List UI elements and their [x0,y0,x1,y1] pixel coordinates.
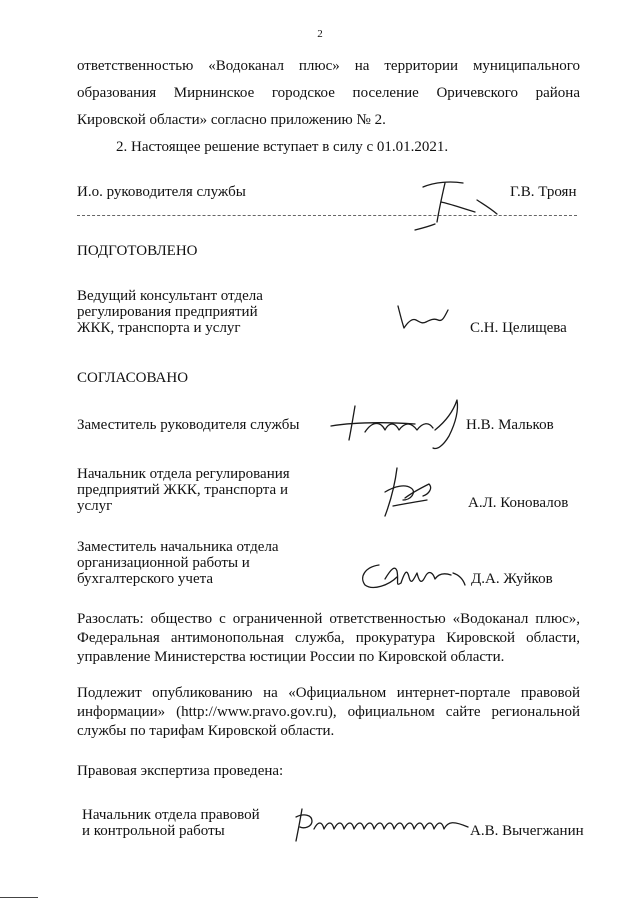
signer-position-line: Начальник отдела регулирования [77,466,290,482]
prepared-position-line: Ведущий консультант отдела [77,288,263,304]
signer-signature [355,555,470,595]
signer-position-line: предприятий ЖКК, транспорта и [77,482,288,498]
prepared-position-line: регулирования предприятий [77,304,258,320]
signer-position-line: Заместитель руководителя службы [77,417,300,433]
signer-name: Д.А. Жуйков [471,571,553,587]
head-name: Г.В. Троян [510,184,577,200]
legal-statement: Правовая экспертиза проведена: [77,763,284,779]
head-signature [395,172,505,242]
publication-line: службы по тарифам Кировской области. [77,723,335,739]
distribution-line: Разослать: общество с ограниченной ответственностью «Водоканал плюс», [77,611,580,627]
prepared-signature [392,300,452,336]
signer-signature [325,392,475,452]
signer-position-line: услуг [77,498,113,514]
legal-position-line: Начальник отдела правовой [82,807,260,823]
prepared-heading: ПОДГОТОВЛЕНО [77,243,198,259]
page-number: 2 [317,28,323,40]
distribution-line: Федеральная антимонопольная служба, прокуратура Кировской области, [77,630,580,646]
publication-line: Подлежит опубликованию на «Официальном интернет-портале правовой [77,685,580,701]
publication-line: информации» (http://www.pravo.gov.ru), официальном сайте региональной [77,704,580,720]
signer-name: Н.В. Мальков [466,417,554,433]
signer-position-line: бухгалтерского учета [77,571,214,587]
paragraph-line: ответственностью «Водоканал плюс» на территории муниципального [77,58,580,74]
signer-name: А.Л. Коновалов [468,495,569,511]
prepared-name: С.Н. Целищева [470,320,567,336]
agreed-heading: СОГЛАСОВАНО [77,370,189,386]
signer-position-line: организационной работы и [77,555,250,571]
signer-position-line: Заместитель начальника отдела [77,539,279,555]
legal-position-line: и контрольной работы [82,823,225,839]
distribution-line: управление Министерства юстиции России по Кировской области. [77,649,505,665]
head-title: И.о. руководителя службы [77,184,246,200]
signer-signature [375,462,445,522]
legal-name: А.В. Вычегжанин [470,823,584,839]
paragraph-line: Кировской области» согласно приложению № 2. [77,112,386,128]
prepared-position-line: ЖКК, транспорта и услуг [77,320,241,336]
paragraph-item-2: 2. Настоящее решение вступает в силу с 01.01.2021. [116,139,449,155]
legal-signature [290,805,475,845]
paragraph-line: образования Мирнинское городское поселение Оричевского района [77,85,580,101]
corner-line [0,897,38,898]
